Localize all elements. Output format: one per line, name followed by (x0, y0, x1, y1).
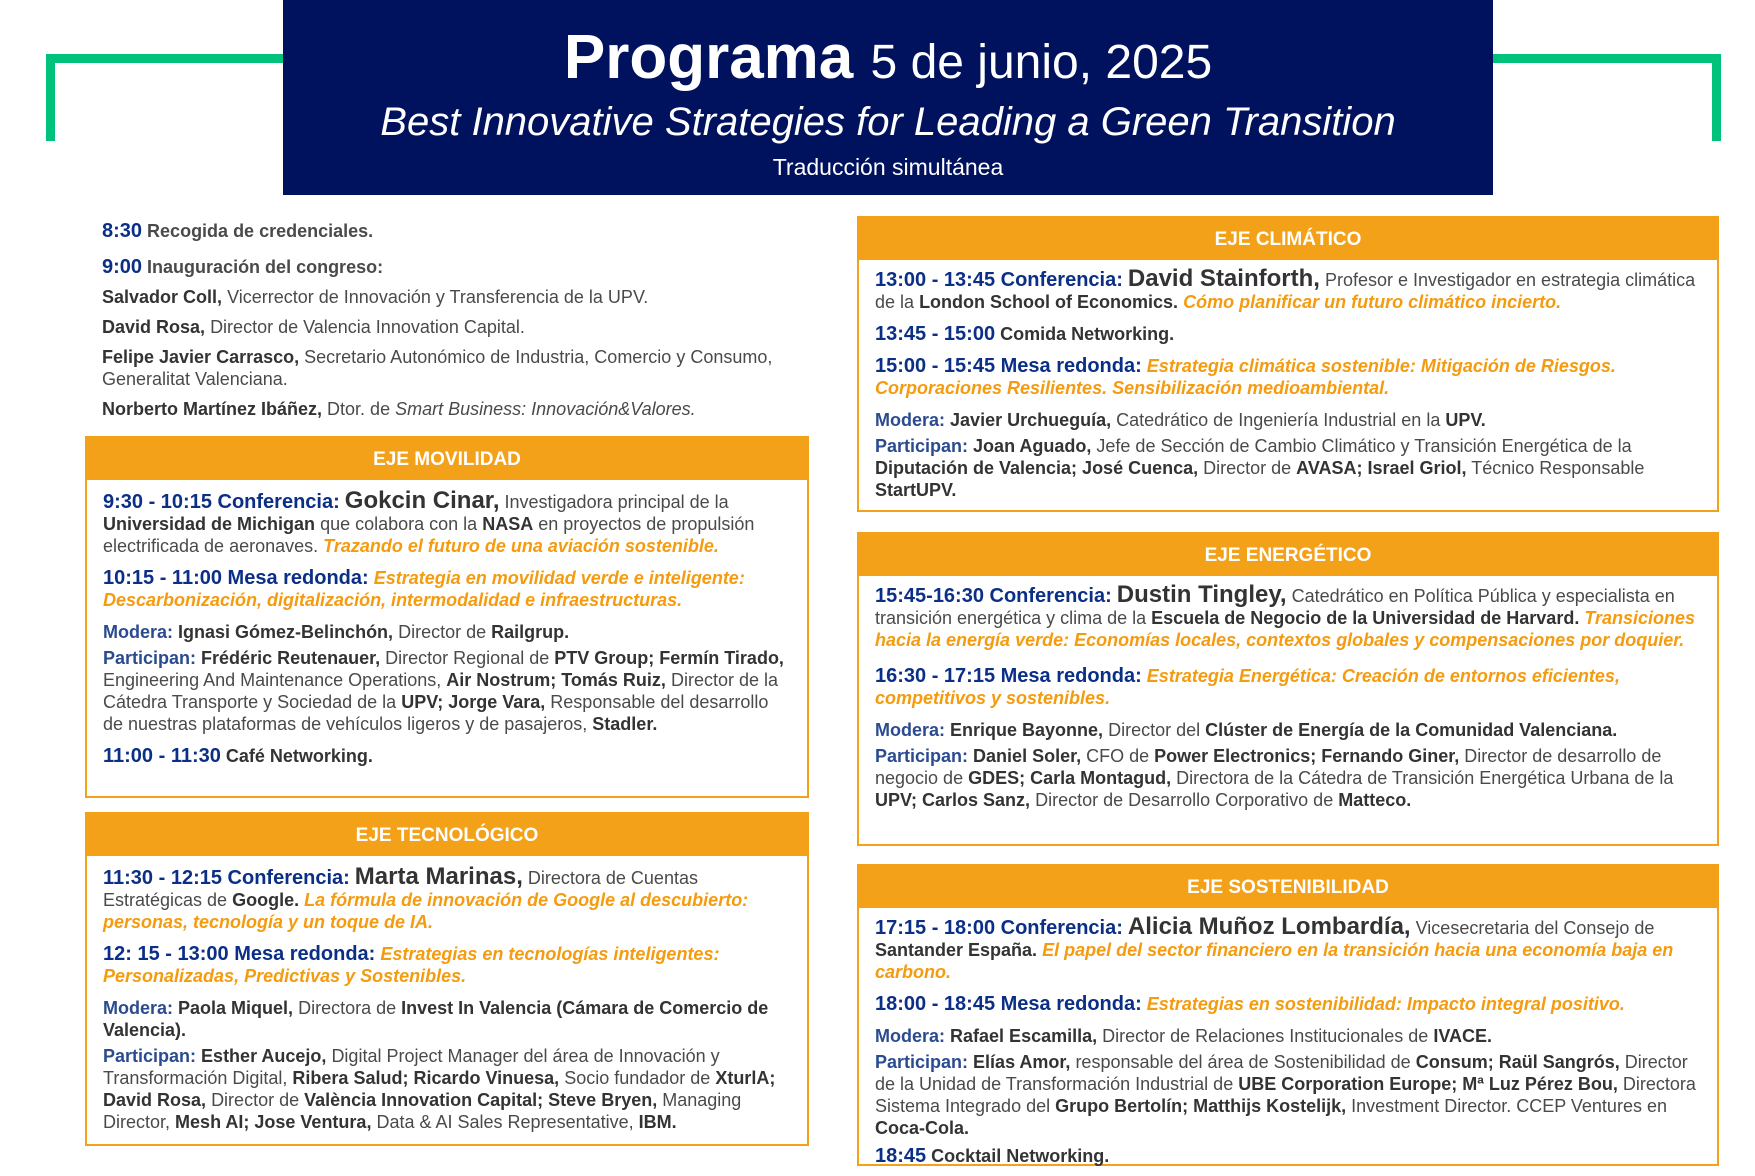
break-item: 11:00 - 11:30 Café Networking. (103, 745, 373, 767)
break-item: 18:45 Cocktail Networking. (875, 1145, 1110, 1167)
conference-item: 11:30 - 12:15 Conferencia: Marta Marinas, Directora de Cuentas Estratégicas de Google. La fórmula de innovación de Google al descubierto: personas, tecnología y un toque de IA. (103, 863, 749, 932)
roundtable-item: 12: 15 - 13:00 Mesa redonda: Estrategias en tecnologías inteligentes: Personalizadas, Predictivas y Sostenibles. (103, 943, 720, 986)
conference-item: 13:00 - 13:45 Conferencia: David Stainforth, Profesor e Investigador en estrategia climática de la London School of Economics. Cómo planificar un futuro climático incierto. (875, 265, 1696, 312)
roundtable-item: 15:00 - 15:45 Mesa redonda: Estrategia climática sostenible: Mitigación de Riesgos. Corporaciones Resilientes. Sensibilización medioambiental. (875, 355, 1616, 398)
page-subtitle: Best Innovative Strategies for Leading a Green Transition (380, 100, 1396, 144)
conference-item: 9:30 - 10:15 Conferencia: Gokcin Cinar, Investigadora principal de la Universidad de Michigan que colabora con la NASA en proyectos de propulsión electrificada de aeronaves. Trazando el futuro de una aviación sostenible. (103, 487, 755, 556)
agenda-item: 9:00 Inauguración del congreso: (102, 256, 384, 278)
intro-section (102, 220, 802, 428)
participants-line: Participan: Elías Amor, responsable del área de Sostenibilidad de Consum; Raül Sangrós, Director de la Unidad de Transformación Industrial de UBE Corporation Europe; Mª Luz Pérez Bou, Directora Sistema Integrado del Grupo Bertolín; Matthijs Kostelijk, Investment Director. CCEP Ventures en Coca-Cola. (875, 1052, 1696, 1138)
participants-line: Participan: Joan Aguado, Jefe de Sección de Cambio Climático y Transición Energética de la Diputación de Valencia; José Cuenca, Director de AVASA; Israel Griol, Técnico Responsable StartUPV. (875, 436, 1645, 500)
header-banner (283, 0, 1493, 195)
moderator-line: Modera: Javier Urchueguía, Catedrático de Ingeniería Industrial en la UPV. (875, 410, 1486, 430)
roundtable-item: 10:15 - 11:00 Mesa redonda: Estrategia en movilidad verde e inteligente: Descarbonización, digitalización, intermodalidad e infraestructuras. (103, 567, 745, 610)
section-title: EJE SOSTENIBILIDAD (859, 866, 1717, 908)
roundtable-item: 16:30 - 17:15 Mesa redonda: Estrategia Energética: Creación de entornos eficientes, competitivos y sostenibles. (875, 665, 1620, 708)
moderator-line: Modera: Ignasi Gómez-Belinchón, Director de Railgrup. (103, 622, 570, 642)
section-title: EJE MOVILIDAD (87, 438, 807, 480)
section-energetico (857, 532, 1719, 846)
left-green-bracket (46, 54, 295, 141)
translation-note: Traducción simultánea (772, 154, 1004, 180)
page-title: Programa 5 de junio, 2025 (563, 23, 1213, 92)
section-movilidad (85, 436, 809, 798)
speaker-line: Norberto Martínez Ibáñez, Dtor. de Smart Business: Innovación&Valores. (102, 399, 696, 419)
section-sostenibilidad (857, 864, 1719, 1166)
moderator-line: Modera: Enrique Bayonne, Director del Clúster de Energía de la Comunidad Valenciana. (875, 720, 1618, 740)
section-tecnologico (85, 812, 809, 1146)
participants-line: Participan: Daniel Soler, CFO de Power Electronics; Fernando Giner, Director de desarrollo de negocio de GDES; Carla Montagud, Directora de la Cátedra de Transición Energética Urbana de la UPV; Carlos Sanz, Director de Desarrollo Corporativo de Matteco. (875, 746, 1674, 810)
section-title: EJE CLIMÁTICO (859, 218, 1717, 260)
moderator-line: Modera: Rafael Escamilla, Director de Relaciones Institucionales de IVACE. (875, 1026, 1493, 1046)
moderator-line: Modera: Paola Miquel, Directora de Invest In Valencia (Cámara de Comercio de Valencia). (103, 998, 769, 1040)
break-item: 13:45 - 15:00 Comida Networking. (875, 323, 1175, 345)
section-climatico (857, 216, 1719, 512)
speaker-line: Salvador Coll, Vicerrector de Innovación y Transferencia de la UPV. (102, 287, 649, 307)
conference-item: 15:45-16:30 Conferencia: Dustin Tingley, Catedrático en Política Pública y especialista en transición energética y clima de la Escuela de Negocio de la Universidad de Harvard. Transiciones hacia la energía verde: Economías locales, contextos globales y compensaciones por doquier. (875, 581, 1696, 650)
speaker-line: David Rosa, Director de Valencia Innovation Capital. (102, 317, 525, 337)
participants-line: Participan: Esther Aucejo, Digital Project Manager del área de Innovación y Transformación Digital, Ribera Salud; Ricardo Vinuesa, Socio fundador de XturlA; David Rosa, Director de València Innovation Capital; Steve Bryen, Managing Director, Mesh AI; Jose Ventura, Data & AI Sales Representative, IBM. (103, 1046, 776, 1132)
section-title: EJE ENERGÉTICO (859, 534, 1717, 576)
roundtable-item: 18:00 - 18:45 Mesa redonda: Estrategias en sostenibilidad: Impacto integral positivo. (875, 993, 1625, 1015)
speaker-line: Felipe Javier Carrasco, Secretario Autonómico de Industria, Comercio y Consumo, Generalitat Valenciana. (102, 347, 773, 389)
conference-item: 17:15 - 18:00 Conferencia: Alicia Muñoz Lombardía, Vicesecretaria del Consejo de Santander España. El papel del sector financiero en la transición hacia una economía baja en carbono. (875, 913, 1674, 982)
section-title: EJE TECNOLÓGICO (87, 814, 807, 856)
agenda-item: 8:30 Recogida de credenciales. (102, 220, 374, 242)
right-green-bracket (1472, 54, 1721, 141)
participants-line: Participan: Frédéric Reutenauer, Director Regional de PTV Group; Fermín Tirado, Engineering And Maintenance Operations, Air Nostrum; Tomás Ruiz, Director de la Cátedra Transporte y Sociedad de la UPV; Jorge Vara, Responsable del desarrollo de nuestras plataformas de vehículos ligeros y de pasajeros, Stadler. (103, 648, 784, 734)
